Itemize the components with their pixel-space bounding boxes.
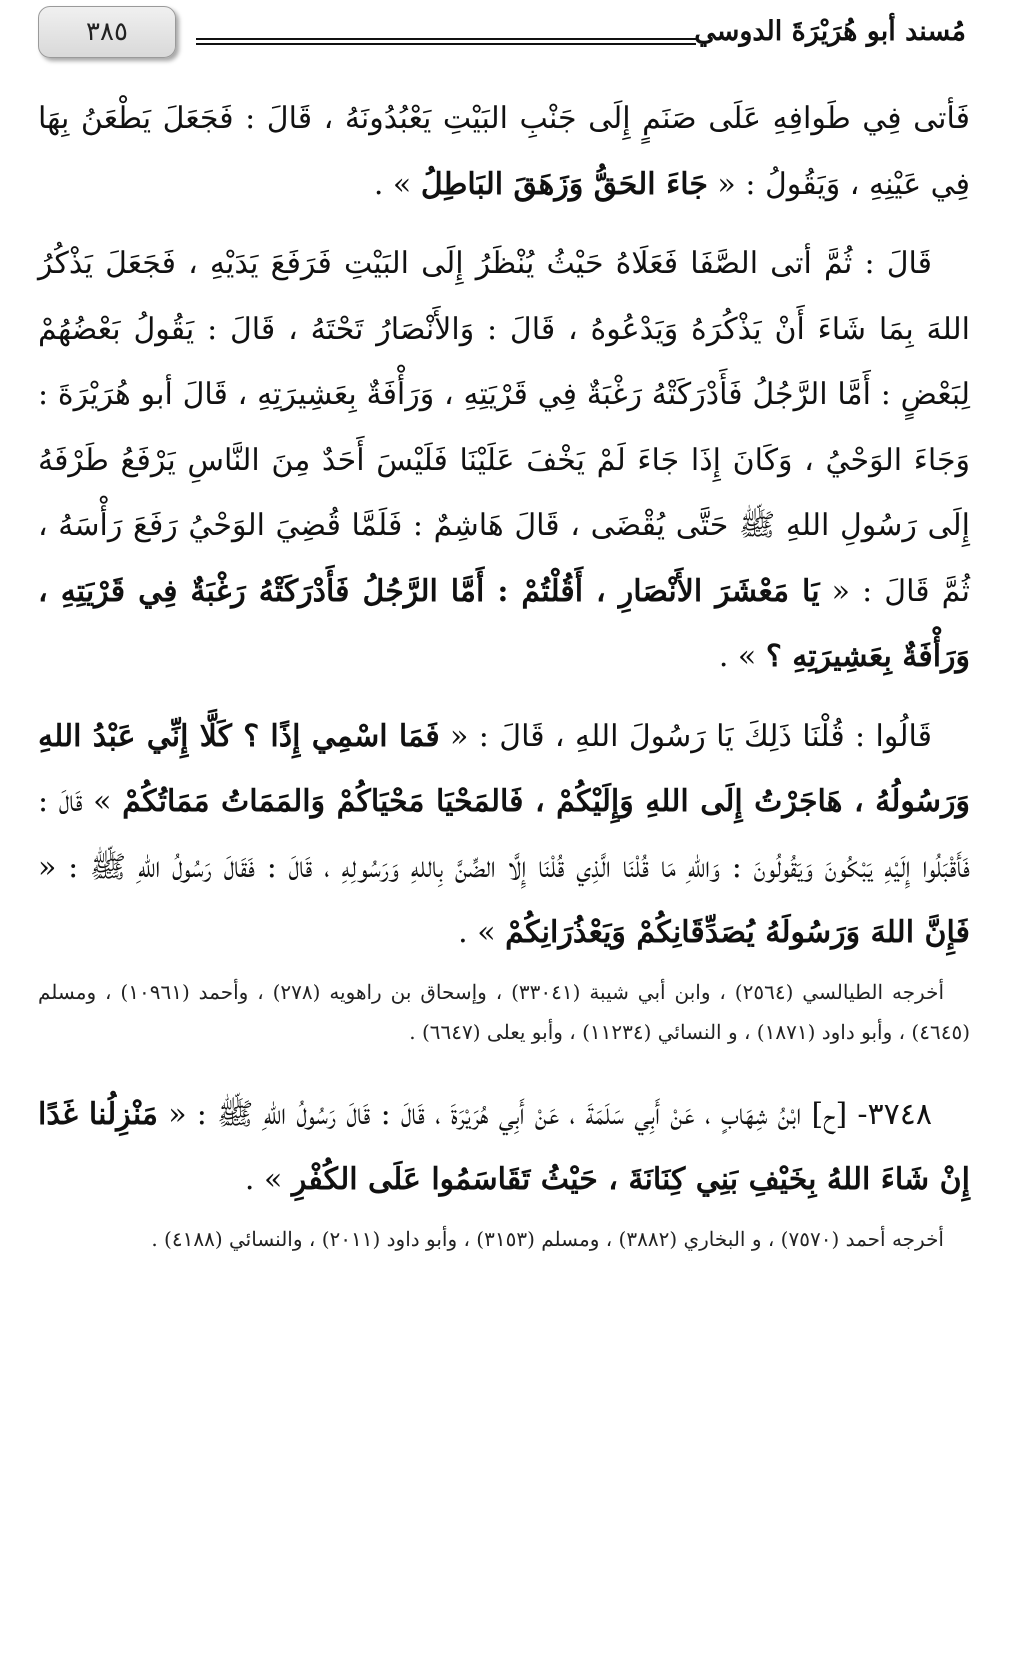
running-title: مُسند أبو هُرَيْرَةَ الدوسي — [694, 16, 966, 47]
paragraph-3 — [38, 704, 970, 966]
hadith-quote: يَا مَعْشَرَ الأَنْصَارِ ، أَقُلْتُمْ : أَمَّا الرَّجُلُ فَأَدْرَكَتْهُ رَغْبَةٌ فِي قَرْيَتِهِ ، وَرَأْفَةٌ بِعَشِيرَتِهِ ؟ — [38, 573, 970, 674]
quran-quote: جَاءَ الحَقُّ وَزَهَقَ البَاطِلُ — [420, 166, 708, 202]
paragraph-text: قَالُوا : قُلْنَا ذَلِكَ يَا رَسُولَ اللهِ ، قَالَ : « — [439, 718, 932, 754]
hadith-quote: فَإِنَّ اللهَ وَرَسُولَهُ يُصَدِّقَانِكُمْ وَيَعْذُرَانِكُمْ — [505, 915, 970, 950]
paragraph-text: » . — [373, 166, 421, 202]
paragraph-text: فَأتى فِي طَوافِهِ عَلَى صَنَمٍ إِلَى جَنْبِ البَيْتِ يَعْبُدُونَهُ ، قَالَ : فَجَعَلَ يَطْعَنُ بِهَا فِي عَيْنِهِ ، وَيَقُولُ : « — [38, 101, 970, 202]
hadith-quote: فَمَا اسْمِي إِذًا ؟ كَلَّا إِنِّي عَبْدُ اللهِ وَرَسُولُهُ ، هَاجَرْتُ إِلَى اللهِ وَإِلَيْكُمْ ، فَالمَحْيَا مَحْيَاكُمْ وَالمَمَاتُ مَمَاتُكُمْ — [38, 718, 970, 819]
page-number: ٣٨٥ — [38, 6, 176, 58]
paragraph-2 — [38, 231, 970, 690]
footnote-2: أخرجه أحمد (٧٥٧٠) ، و البخاري (٣٨٨٢) ، ومسلم (٣١٥٣) ، وأبو داود (٢٠١١) ، والنسائي (٤١٨٨) . — [151, 1226, 944, 1251]
paragraph-text: » . — [458, 915, 506, 950]
paragraph-text: » . — [244, 1162, 292, 1197]
page-body — [38, 86, 970, 1259]
paragraph-1 — [38, 86, 970, 217]
paragraph-text: » قَالَ : فَأَقْبَلُوا إِلَيْهِ يَبْكُونَ وَيَقُولُونَ : وَاللهِ مَا قُلْنَا الَّذِي قُلْنَا إِلَّا الضِّنَّ بِاللهِ وَرَسُولِهِ ، قَالَ : فَقَالَ رَسُولُ اللهِ ﷺ : « — [38, 784, 970, 885]
hadith-3748 — [38, 1082, 970, 1213]
hadith-quote: مَنْزِلُنا غَدًا إِنْ شَاءَ اللهُ بِخَيْفِ بَنِي كِنَانَةَ ، حَيْثُ تَقَاسَمُوا عَلَى الكُفْرِ — [38, 1096, 970, 1197]
footnote-1: أخرجه الطيالسي (٢٥٦٤) ، وابن أبي شيبة (٣٣٠٤١) ، وإسحاق بن راهويه (٢٧٨) ، وأحمد (١٠٩٦١) ، ومسلم (٤٦٤٥) ، وأبو داود (١٨٧١) ، و النسائي (١١٢٣٤) ، وأبو يعلى (٦٦٤٧) . — [38, 979, 970, 1044]
paragraph-text: » . — [718, 639, 766, 674]
header-rule — [196, 38, 696, 45]
paragraph-text: ٣٧٤٨- [ح] ابْنُ شِهَابٍ ، عَنْ أَبِي سَلَمَةَ ، عَنْ أَبِي هُرَيْرَةَ ، قَالَ : قَالَ رَسُولُ اللهِ ﷺ : « — [157, 1096, 932, 1132]
paragraph-text: قَالَ : ثُمَّ أتى الصَّفَا فَعَلَاهُ حَيْثُ يُنْظَرُ إِلَى البَيْتِ فَرَفَعَ يَدَيْهِ ، فَجَعَلَ يَذْكُرُ اللهَ بِمَا شَاءَ أَنْ يَذْكُرَهُ وَيَدْعُوهُ ، قَالَ : وَالأَنْصَارُ تَحْتَهُ ، قَالَ : يَقُولُ بَعْضُهُمْ لِبَعْضٍ : أَمَّا الرَّجُلُ فَأَدْرَكَتْهُ رَغْبَةٌ فِي قَرْيَتِهِ ، وَرَأْفَةٌ بِعَشِيرَتِهِ ، قَالَ أبو هُرَيْرَةَ : وَجَاءَ الوَحْيُ ، وَكَانَ إِذَا جَاءَ لَمْ يَخْفَ عَلَيْنَا فَلَيْسَ أَحَدٌ مِنَ النَّاسِ يَرْفَعُ طَرْفَهُ إِلَى رَسُولِ اللهِ ﷺ حَتَّى يُقْضَى ، قَالَ هَاشِمٌ : فَلَمَّا قُضِيَ الوَحْيُ رَفَعَ رَأْسَهُ ، ثُمَّ قَالَ : « — [38, 246, 970, 609]
